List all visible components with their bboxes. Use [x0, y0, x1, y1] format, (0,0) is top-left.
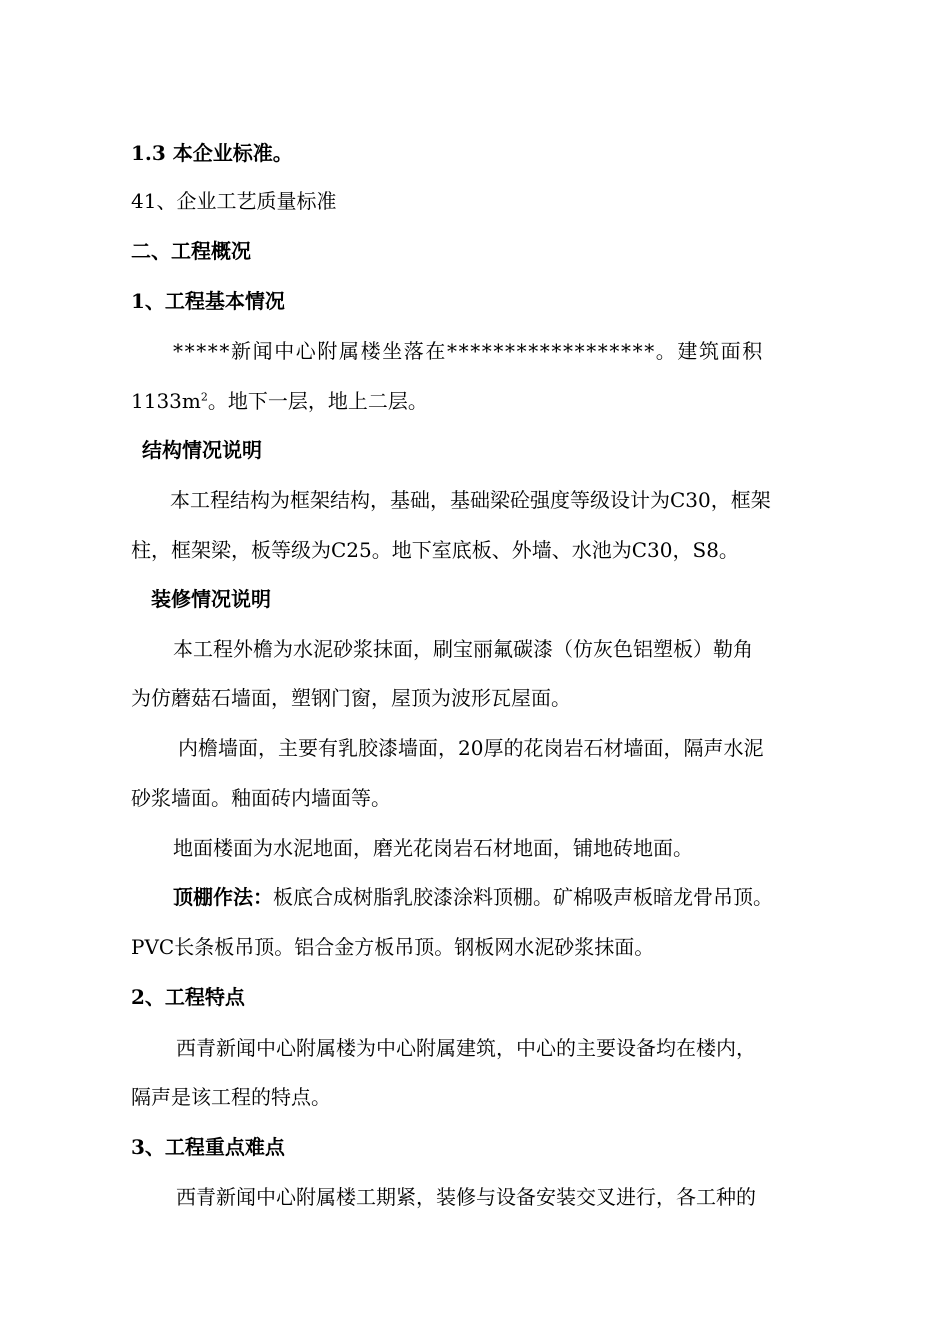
- paragraph-line: 隔声是该工程的特点。: [131, 1085, 331, 1109]
- section-heading-1-3: 1.3 本企业标准。: [131, 141, 293, 165]
- paragraph-line: 本工程外檐为水泥砂浆抹面，刷宝丽氟碳漆（仿灰色铝塑板）勒角: [173, 637, 753, 661]
- paragraph-line: 内檐墙面，主要有乳胶漆墙面，20厚的花岗岩石材墙面，隔声水泥: [178, 736, 764, 760]
- paragraph-line: 本工程结构为框架结构，基础，基础梁砼强度等级设计为C30，框架: [170, 488, 771, 512]
- subsection-heading: 2、工程特点: [131, 985, 245, 1009]
- paragraph-line: 西青新闻中心附属楼工期紧，装修与设备安装交叉进行，各工种的: [176, 1185, 756, 1209]
- paragraph-line: 柱，框架梁，板等级为C25。地下室底板、外墙、水池为C30，S8。: [131, 538, 739, 562]
- superscript: 2: [200, 390, 208, 404]
- paragraph-line: 砂浆墙面。釉面砖内墙面等。: [131, 786, 391, 810]
- paragraph-text: 板底合成树脂乳胶漆涂料顶棚。矿棉吸声板暗龙骨吊顶。: [273, 885, 773, 909]
- paragraph-text: 。地下一层，地上二层。: [207, 389, 428, 413]
- chapter-heading: 二、工程概况: [131, 239, 251, 263]
- ceiling-label: 顶棚作法：: [173, 885, 273, 909]
- paragraph-line: 地面楼面为水泥地面，磨光花岗岩石材地面，铺地砖地面。: [173, 836, 693, 860]
- paragraph-line: [173, 883, 773, 911]
- subheading-structure: 结构情况说明: [142, 438, 262, 462]
- paragraph-line: PVC长条板吊顶。铝合金方板吊顶。钢板网水泥砂浆抹面。: [131, 935, 655, 959]
- paragraph-line: 西青新闻中心附属楼为中心附属建筑，中心的主要设备均在楼内，: [176, 1036, 756, 1060]
- subsection-heading: 3、工程重点难点: [131, 1135, 285, 1159]
- paragraph-line: *****新闻中心附属楼坐落在******************。建筑面积: [173, 339, 764, 363]
- subheading-decoration: 装修情况说明: [151, 587, 271, 611]
- area-value: 1133m: [131, 389, 201, 413]
- paragraph-line: 41、企业工艺质量标准: [131, 189, 337, 213]
- paragraph-line: 为仿蘑菇石墙面，塑钢门窗，屋顶为波形瓦屋面。: [131, 686, 571, 710]
- subsection-heading: 1、工程基本情况: [131, 289, 285, 313]
- paragraph-line: [131, 387, 428, 415]
